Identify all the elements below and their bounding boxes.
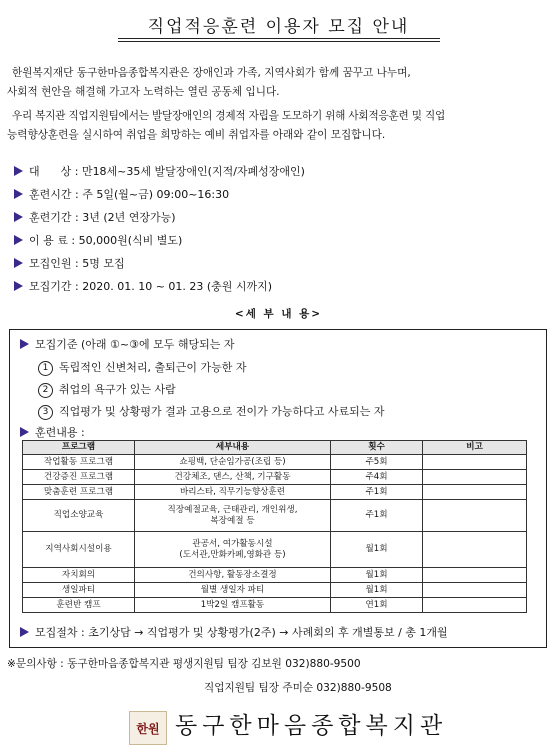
count-cell: 주1회 <box>331 500 423 532</box>
logo-text: 한원 <box>136 721 160 736</box>
triangle-bullet-icon <box>20 427 29 437</box>
info-value: 만18세~35세 발달장애인(지적/자폐성장애인) <box>81 165 305 178</box>
details-line: 관공서, 여가활동시설 <box>192 538 273 549</box>
intro-line-4: 능력향상훈련을 실시하여 취업을 희망하는 예비 취업자를 아래와 같이 모집합니다. <box>7 129 386 141</box>
count-cell: 주4회 <box>331 470 423 485</box>
program-table <box>22 440 527 613</box>
note-cell <box>423 568 527 583</box>
triangle-bullet-icon <box>14 189 23 199</box>
note-cell <box>423 598 527 613</box>
triangle-bullet-icon <box>14 258 23 268</box>
details-line: 직장예절교육, 근태관리, 개인위생, <box>167 504 298 515</box>
triangle-bullet-icon <box>14 212 23 222</box>
criteria-text: 취업의 욕구가 있는 사람 <box>59 383 176 396</box>
intro-line-2: 사회적 현안을 해결해 가고자 노력하는 열린 공동체 입니다. <box>7 86 280 98</box>
column-header: 프로그램 <box>23 441 135 455</box>
info-list <box>14 160 544 298</box>
table-row <box>23 455 527 470</box>
triangle-bullet-icon <box>14 166 23 176</box>
program-cell: 건강증진 프로그램 <box>23 470 135 485</box>
note-cell <box>423 455 527 470</box>
triangle-bullet-icon <box>20 339 29 349</box>
details-cell: 월별 생일자 파티 <box>135 583 331 598</box>
info-fee: 이 용 료 : 50,000원(식비 별도) <box>14 229 544 252</box>
training-heading-text: 훈련내용 : <box>35 426 85 439</box>
details-cell: 1박2일 캠프활동 <box>135 598 331 613</box>
count-cell: 주5회 <box>331 455 423 470</box>
procedure-text: 모집절차 : 초기상담 → 직업평가 및 상황평가(2주) → 사례회의 후 개별통보 / 총 1개월 <box>35 626 448 639</box>
triangle-bullet-icon <box>14 235 23 245</box>
title-underline <box>118 38 440 42</box>
intro-line-3: 우리 복지관 직업지원팀에서는 발달장애인의 경제적 자립을 도모하기 위해 사회적응훈련 및 직업 <box>12 110 446 122</box>
note-cell <box>423 485 527 500</box>
organization-name: 동구한마음종합복지관 <box>175 713 448 739</box>
details-line: (도서관,만화카페,영화관 등) <box>179 549 286 560</box>
info-value: 3년 (2년 연장가능) <box>82 211 176 224</box>
table-row <box>23 500 527 532</box>
details-line: 복장예절 등 <box>210 515 255 526</box>
info-label: 대 상 <box>29 165 72 178</box>
count-cell: 주1회 <box>331 485 423 500</box>
criteria-heading <box>20 336 234 352</box>
program-cell: 지역사회시설이용 <box>23 532 135 568</box>
triangle-bullet-icon <box>14 281 23 291</box>
contact-line-1: ※문의사항 : 동구한마음종합복지관 평생지원팀 팀장 김보원 032)880-9500 <box>7 658 361 670</box>
program-cell: 훈련반 캠프 <box>23 598 135 613</box>
column-header: 비고 <box>423 441 527 455</box>
details-cell <box>135 532 331 568</box>
intro-line-1: 한원복지재단 동구한마음종합복지관은 장애인과 가족, 지역사회가 함께 꿈꾸고 나누며, <box>12 67 411 79</box>
criteria-item <box>38 403 385 420</box>
count-cell: 연1회 <box>331 598 423 613</box>
organization-logo <box>129 711 167 745</box>
criteria-heading-text: 모집기준 (아래 ①~③에 모두 해당되는 자 <box>35 338 235 351</box>
criteria-text: 독립적인 신변처리, 출퇴근이 가능한 자 <box>59 361 247 374</box>
info-hours: 훈련시간 : 주 5일(월~금) 09:00~16:30 <box>14 183 544 206</box>
count-cell: 월1회 <box>331 583 423 598</box>
note-cell <box>423 470 527 485</box>
table-row <box>23 470 527 485</box>
info-value: 2020. 01. 10 ~ 01. 23 (충원 시까지) <box>82 280 273 293</box>
program-cell: 맞춤훈련 프로그램 <box>23 485 135 500</box>
column-header: 횟수 <box>331 441 423 455</box>
circled-number: 1 <box>38 361 53 376</box>
info-label: 모집기간 <box>29 280 72 293</box>
contact-line-2: 직업지원팀 팀장 주미순 032)880-9508 <box>204 682 392 694</box>
details-cell: 쇼핑백, 단순임가공(조립 등) <box>135 455 331 470</box>
info-label: 훈련기간 <box>29 211 72 224</box>
criteria-item <box>38 381 176 398</box>
program-cell: 작업활동 프로그램 <box>23 455 135 470</box>
procedure-line <box>20 624 448 640</box>
triangle-bullet-icon <box>20 627 29 637</box>
program-cell: 생일파티 <box>23 583 135 598</box>
info-period: 훈련기간 : 3년 (2년 연장가능) <box>14 206 544 229</box>
count-cell: 월1회 <box>331 532 423 568</box>
note-cell <box>423 500 527 532</box>
page-title: 직업적응훈련 이용자 모집 안내 <box>147 17 410 37</box>
table-row <box>23 485 527 500</box>
column-header: 세부내용 <box>135 441 331 455</box>
training-heading <box>20 424 85 440</box>
table-header-row <box>23 441 527 455</box>
info-value: 5명 모집 <box>82 257 125 270</box>
note-cell <box>423 583 527 598</box>
info-label: 훈련시간 <box>29 188 72 201</box>
note-cell <box>423 532 527 568</box>
count-cell: 월1회 <box>331 568 423 583</box>
detail-section-title: <세 부 내 용> <box>234 308 323 320</box>
table-row <box>23 598 527 613</box>
table-row <box>23 568 527 583</box>
program-cell: 직업소양교육 <box>23 500 135 532</box>
details-cell <box>135 500 331 532</box>
circled-number: 3 <box>38 405 53 420</box>
info-label: 모집인원 <box>29 257 72 270</box>
table-row <box>23 532 527 568</box>
details-cell: 바리스타, 직무기능향상훈련 <box>135 485 331 500</box>
info-value: 50,000원(식비 별도) <box>78 234 183 247</box>
details-cell: 건강체조, 댄스, 산책, 기구활동 <box>135 470 331 485</box>
info-label: 이 용 료 <box>29 234 68 247</box>
criteria-item <box>38 359 247 376</box>
info-recruit-period: 모집기간 : 2020. 01. 10 ~ 01. 23 (충원 시까지) <box>14 275 544 298</box>
circled-number: 2 <box>38 383 53 398</box>
details-cell: 건의사항, 활동장소결정 <box>135 568 331 583</box>
table-row <box>23 583 527 598</box>
criteria-text: 직업평가 및 상황평가 결과 고용으로 전이가 가능하다고 사료되는 자 <box>59 405 385 418</box>
info-capacity: 모집인원 : 5명 모집 <box>14 252 544 275</box>
info-value: 주 5일(월~금) 09:00~16:30 <box>82 188 230 201</box>
program-cell: 자치회의 <box>23 568 135 583</box>
info-target: 대 상 : 만18세~35세 발달장애인(지적/자폐성장애인) <box>14 160 544 183</box>
